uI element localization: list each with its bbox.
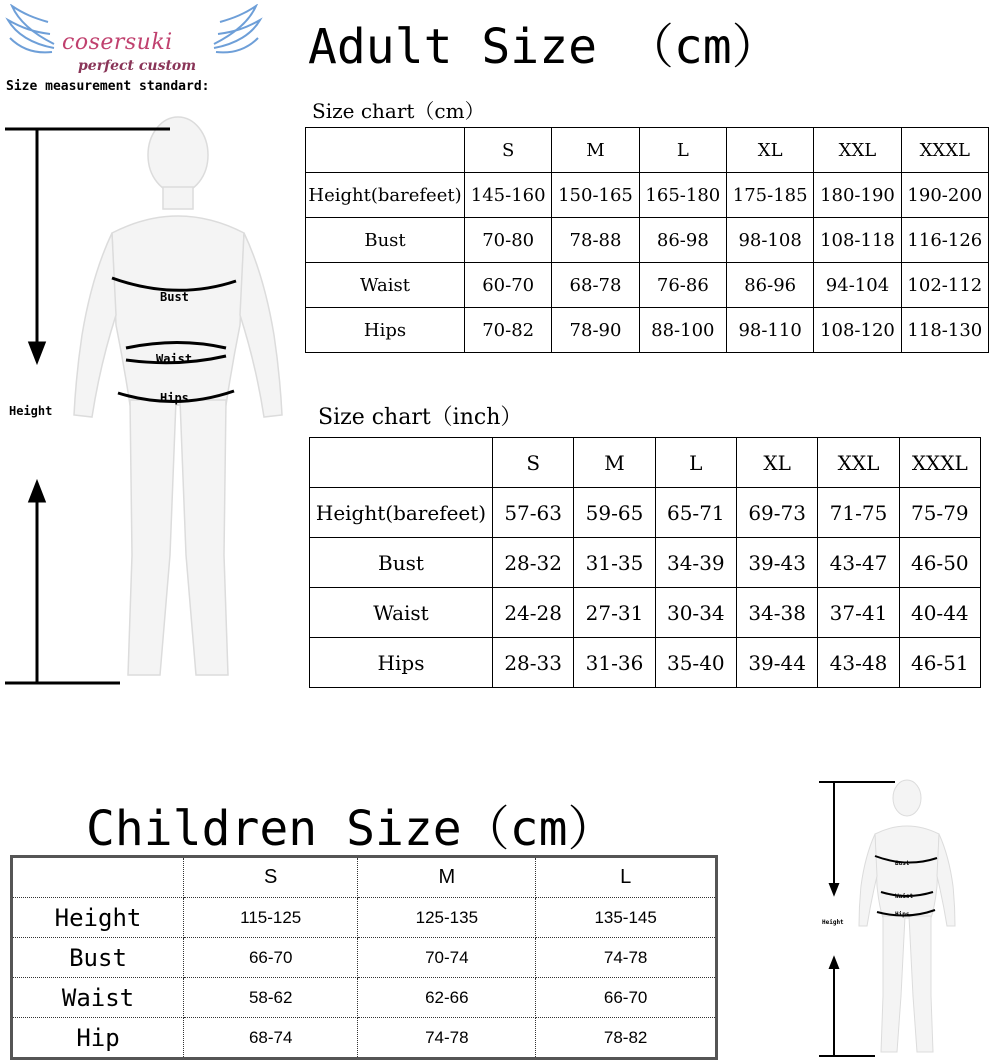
adult-inch-size-table (309, 437, 981, 688)
table-row (310, 488, 981, 538)
table-cell: 116-126 (901, 218, 988, 263)
table-cell: 70-80 (465, 218, 552, 263)
row-label: Height(barefeet) (310, 488, 493, 538)
table-cell: 35-40 (655, 638, 736, 688)
table-cell: 108-120 (814, 308, 901, 353)
table-cell: 30-34 (655, 588, 736, 638)
table-cell: 102-112 (901, 263, 988, 308)
table-cell: 31-35 (574, 538, 655, 588)
size-header: L (639, 128, 726, 173)
table-cell: 88-100 (639, 308, 726, 353)
table-cell: 190-200 (901, 173, 988, 218)
logo-tagline: perfect custom (78, 58, 197, 74)
size-header: L (655, 438, 736, 488)
table-cell: 46-51 (899, 638, 980, 688)
size-header: XL (726, 128, 813, 173)
adult-size-title: Adult Size （cm） (308, 19, 780, 75)
table-cell: 180-190 (814, 173, 901, 218)
table-cell: 34-39 (655, 538, 736, 588)
cm-chart-caption: Size chart（cm） (312, 99, 485, 123)
adult-cm-size-table (305, 127, 989, 353)
table-cell: 40-44 (899, 588, 980, 638)
size-header: M (552, 128, 639, 173)
table-cell: 37-41 (818, 588, 899, 638)
size-header: S (184, 857, 358, 898)
size-header: M (574, 438, 655, 488)
size-header: XXL (818, 438, 899, 488)
table-cell: 98-108 (726, 218, 813, 263)
brand-logo (4, 4, 274, 76)
table-cell: 68-74 (184, 1018, 358, 1059)
table-cell: 75-79 (899, 488, 980, 538)
table-cell: 46-50 (899, 538, 980, 588)
table-corner-cell (310, 438, 493, 488)
table-row (12, 938, 717, 978)
table-cell: 34-38 (736, 588, 817, 638)
table-cell: 31-36 (574, 638, 655, 688)
table-row (12, 1018, 717, 1059)
table-corner-cell (306, 128, 465, 173)
child-body-figure (815, 776, 995, 1060)
table-cell: 86-96 (726, 263, 813, 308)
table-header-row (306, 128, 989, 173)
measurement-standard-label: Size measurement standard: (6, 79, 210, 94)
table-cell: 125-135 (358, 898, 536, 938)
table-row (310, 588, 981, 638)
table-cell: 39-44 (736, 638, 817, 688)
child-figure-label-waist: Waist (895, 893, 914, 900)
table-cell: 118-130 (901, 308, 988, 353)
table-cell: 24-28 (493, 588, 574, 638)
table-row (310, 638, 981, 688)
table-row (12, 978, 717, 1018)
table-cell: 74-78 (358, 1018, 536, 1059)
row-label: Bust (12, 938, 184, 978)
figure-label-height: Height (9, 404, 53, 418)
table-cell: 66-70 (536, 978, 717, 1018)
table-cell: 60-70 (465, 263, 552, 308)
children-size-table (10, 855, 718, 1060)
table-row (306, 263, 989, 308)
table-cell: 66-70 (184, 938, 358, 978)
table-row (306, 173, 989, 218)
table-cell: 69-73 (736, 488, 817, 538)
table-row (306, 308, 989, 353)
table-cell: 76-86 (639, 263, 726, 308)
inch-chart-caption: Size chart（inch） (318, 405, 523, 430)
table-cell: 115-125 (184, 898, 358, 938)
table-cell: 28-32 (493, 538, 574, 588)
logo-name: cosersuki (62, 30, 173, 55)
table-cell: 86-98 (639, 218, 726, 263)
size-header: M (358, 857, 536, 898)
table-cell: 59-65 (574, 488, 655, 538)
table-cell: 39-43 (736, 538, 817, 588)
row-label: Waist (310, 588, 493, 638)
table-cell: 150-165 (552, 173, 639, 218)
child-figure-label-hips: Hips (895, 911, 910, 918)
size-header: XL (736, 438, 817, 488)
row-label: Hip (12, 1018, 184, 1059)
table-cell: 62-66 (358, 978, 536, 1018)
table-cell: 98-110 (726, 308, 813, 353)
table-header-row (310, 438, 981, 488)
row-label: Height (12, 898, 184, 938)
table-cell: 78-82 (536, 1018, 717, 1059)
table-cell: 43-47 (818, 538, 899, 588)
figure-label-waist: Waist (156, 352, 193, 366)
size-header: S (493, 438, 574, 488)
child-figure-label-bust: Bust (895, 860, 910, 867)
figure-label-bust: Bust (160, 290, 189, 304)
table-row (12, 898, 717, 938)
row-label: Hips (306, 308, 465, 353)
row-label: Bust (306, 218, 465, 263)
size-header: XXXL (901, 128, 988, 173)
table-cell: 108-118 (814, 218, 901, 263)
children-size-title: Children Size（cm） (86, 801, 616, 857)
size-header: XXXL (899, 438, 980, 488)
table-row (306, 218, 989, 263)
table-cell: 28-33 (493, 638, 574, 688)
table-cell: 68-78 (552, 263, 639, 308)
table-header-row (12, 857, 717, 898)
row-label: Height(barefeet) (306, 173, 465, 218)
row-label: Waist (12, 978, 184, 1018)
table-cell: 78-88 (552, 218, 639, 263)
table-cell: 74-78 (536, 938, 717, 978)
row-label: Bust (310, 538, 493, 588)
table-cell: 78-90 (552, 308, 639, 353)
table-cell: 43-48 (818, 638, 899, 688)
size-header: XXL (814, 128, 901, 173)
table-cell: 165-180 (639, 173, 726, 218)
table-cell: 27-31 (574, 588, 655, 638)
table-row (310, 538, 981, 588)
row-label: Hips (310, 638, 493, 688)
table-cell: 58-62 (184, 978, 358, 1018)
table-cell: 57-63 (493, 488, 574, 538)
size-header: S (465, 128, 552, 173)
table-cell: 65-71 (655, 488, 736, 538)
table-cell: 70-82 (465, 308, 552, 353)
table-cell: 175-185 (726, 173, 813, 218)
child-figure-label-height: Height (822, 919, 844, 926)
row-label: Waist (306, 263, 465, 308)
figure-label-hips: Hips (160, 391, 189, 405)
table-cell: 145-160 (465, 173, 552, 218)
table-corner-cell (12, 857, 184, 898)
table-cell: 71-75 (818, 488, 899, 538)
table-cell: 135-145 (536, 898, 717, 938)
table-cell: 94-104 (814, 263, 901, 308)
table-cell: 70-74 (358, 938, 536, 978)
size-header: L (536, 857, 717, 898)
